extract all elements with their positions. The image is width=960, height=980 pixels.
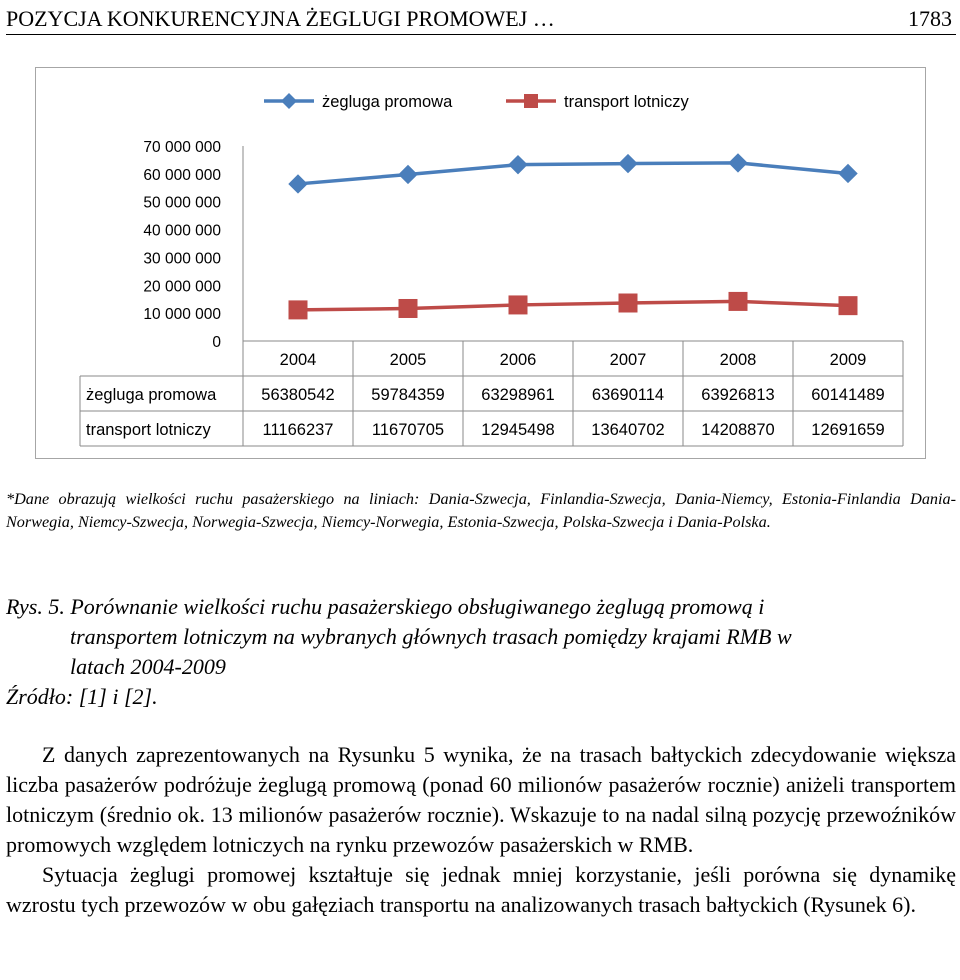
data-point-square: [729, 292, 747, 310]
table-cell: 63690114: [591, 386, 665, 404]
legend-marker-diamond: [281, 93, 297, 109]
table-row-label: żegluga promowa: [86, 386, 217, 404]
table-cell: 63926813: [701, 386, 775, 404]
caption-line-2: transportem lotniczym na wybranych głównych trasach pomiędzy krajami RMB w: [70, 624, 792, 649]
table-cell: 56380542: [261, 386, 335, 404]
series-line-1: [298, 163, 848, 184]
page-number: 1783: [908, 6, 952, 31]
table-cell: 63298961: [481, 386, 555, 404]
legend-label: transport lotniczy: [564, 93, 689, 111]
series-line-2: [298, 301, 848, 309]
body-paragraph-1: Z danych zaprezentowanych na Rysunku 5 wynika, że na trasach bałtyckich zdecydowanie większa liczba pasażerów podróżuje żeglugą promową (ponad 60 milionów pasażerów rocznie) aniżeli transportem lotniczym (średnio ok. 13 milionów pasażerów rocznie). Wskazuje to na nadal silną pozycję przewoźników promowych względem lotniczych na rynku przewozów pasażerskich w RMB.: [6, 742, 956, 857]
running-title: POZYCJA KONKURENCYJNA ŻEGLUGI PROMOWEJ …: [6, 6, 555, 31]
data-point-diamond: [619, 155, 637, 173]
data-point-diamond: [839, 164, 857, 182]
y-tick-label: 30 000 000: [143, 250, 221, 268]
chart-note: *Dane obrazują wielkości ruchu pasażerskiego na liniach: Dania-Szwecja, Finlandia-Szwecja, Dania-Niemcy, Estonia-Finlandia Dania-Norwegia, Niemcy-Szwecja, Norwegia-Szwecja, Niemcy-Norwegia, Estonia-Szwecja, Polska-Szwecja i Dania-Polska.: [6, 490, 956, 531]
y-tick-label: 60 000 000: [143, 166, 221, 184]
table-cell: 14208870: [701, 421, 775, 439]
body-text: [6, 740, 956, 920]
y-tick-label: 70 000 000: [143, 139, 221, 156]
data-point-square: [509, 296, 527, 314]
y-tick-label: 20 000 000: [143, 278, 221, 296]
x-tick-label: 2005: [389, 351, 427, 369]
legend-marker-square: [524, 94, 538, 108]
caption-source: Źródło: [1] i [2].: [6, 684, 158, 709]
table-row-label: transport lotniczy: [86, 421, 211, 439]
table-cell: 60141489: [811, 386, 885, 404]
x-tick-label: 2009: [829, 351, 867, 369]
caption-line-3: latach 2004-2009: [70, 654, 226, 679]
data-point-diamond: [509, 156, 527, 174]
table-cell: 11670705: [371, 421, 445, 439]
y-tick-label: 50 000 000: [143, 194, 221, 212]
data-point-square: [399, 299, 417, 317]
x-tick-label: 2004: [279, 351, 317, 369]
y-tick-label: 10 000 000: [143, 306, 221, 324]
table-cell: 12691659: [811, 421, 885, 439]
data-point-diamond: [399, 165, 417, 183]
data-point-square: [289, 301, 307, 319]
data-point-diamond: [289, 175, 307, 193]
data-point-diamond: [729, 154, 747, 172]
data-point-square: [839, 297, 857, 315]
table-cell: 13640702: [591, 421, 665, 439]
legend-label: żegluga promowa: [322, 93, 453, 111]
data-point-square: [619, 294, 637, 312]
figure-caption: [6, 592, 956, 712]
y-tick-label: 0: [212, 334, 221, 351]
y-tick-label: 40 000 000: [143, 222, 221, 240]
running-header: [6, 4, 956, 35]
table-cell: 12945498: [481, 421, 555, 439]
table-cell: 11166237: [262, 421, 334, 439]
chart-frame: [35, 67, 926, 459]
x-tick-label: 2008: [719, 351, 757, 369]
caption-line-1: Rys. 5. Porównanie wielkości ruchu pasażerskiego obsługiwanego żeglugą promową i: [6, 594, 765, 619]
x-tick-label: 2007: [609, 351, 647, 369]
x-tick-label: 2006: [499, 351, 537, 369]
line-chart: [36, 68, 925, 458]
table-cell: 59784359: [371, 386, 445, 404]
body-paragraph-2: Sytuacja żeglugi promowej kształtuje się jednak mniej korzystanie, jeśli porówna się dynamikę wzrostu tych przewozów w obu gałęziach transportu na analizowanych trasach bałtyckich (Rysunek 6).: [6, 862, 956, 917]
